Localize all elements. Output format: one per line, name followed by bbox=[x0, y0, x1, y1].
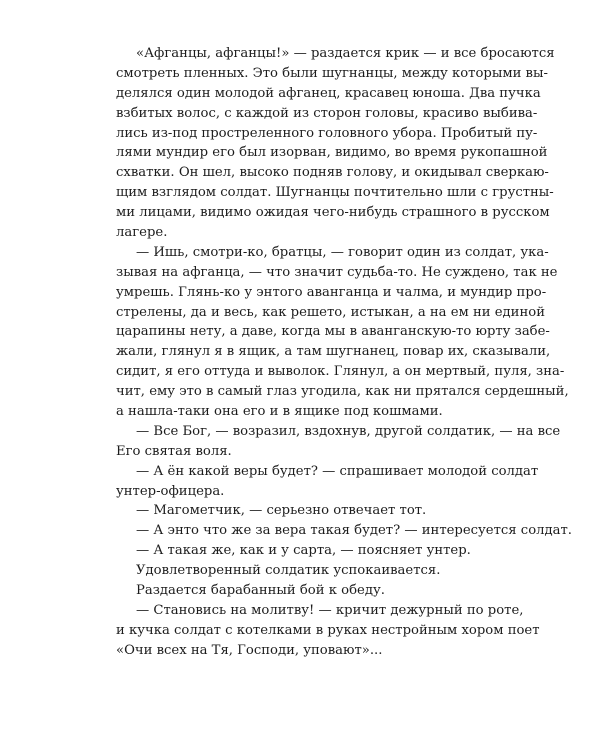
text-line: — Становись на молитву! — кричит дежурный по роте, bbox=[136, 602, 524, 618]
text-line: схватки. Он шел, высоко подняв голову, и окидывал сверкаю- bbox=[116, 165, 549, 181]
text-line: «Афганцы, афганцы!» — раздается крик — и все бросаются bbox=[136, 46, 555, 61]
text-line: щим взглядом солдат. Шугнанцы почтительно шли с грустны- bbox=[116, 185, 554, 201]
text-line: — А такая же, как и у сарта, — поясняет унтер. bbox=[136, 543, 471, 559]
text-line: зывая на афганца, — что значит судьба-то. Не суждено, так не bbox=[116, 264, 558, 280]
text-line: унтер-офицера. bbox=[116, 483, 225, 499]
text-line: стрелены, да и весь, как решето, истыкан, а на ем ни единой bbox=[116, 304, 545, 320]
text-line: лями мундир его был изорван, видимо, во время рукопашной bbox=[116, 145, 548, 161]
text-line: а нашла-таки она его и в ящике под кошмами. bbox=[116, 404, 443, 420]
body-text bbox=[116, 44, 572, 661]
text-line: лись из-под простреленного головного убора. Пробитый пу- bbox=[116, 125, 538, 141]
text-line: сидит, я его оттуда и выволок. Глянул, а он мертвый, пуля, зна- bbox=[116, 364, 565, 380]
text-line: Удовлетворенный солдатик успокаивается. bbox=[136, 563, 441, 579]
text-line: «Очи всех на Тя, Господи, уповают»... bbox=[116, 642, 383, 658]
text-line: царапины нету, а даве, когда мы в аванганскую-то юрту забе- bbox=[116, 324, 550, 340]
text-line: ми лицами, видимо ожидая чего-нибудь страшного в русском bbox=[116, 205, 550, 221]
text-line: жали, глянул я в ящик, а там шугнанец, повар их, сказывали, bbox=[116, 344, 551, 360]
text-line: — Все Бог, — возразил, вздохнув, другой солдатик, — на все bbox=[136, 423, 561, 439]
text-line: — Ишь, смотри-ко, братцы, — говорит один из солдат, ука- bbox=[136, 244, 549, 260]
text-line: чит, ему это в самый глаз угодила, как ни прятался сердешный, bbox=[116, 384, 569, 400]
text-line: лагере. bbox=[116, 225, 168, 241]
text-line: взбитых волос, с каждой из сторон головы, красиво выбива- bbox=[116, 105, 538, 121]
text-line: — А энто что же за вера такая будет? — интересуется солдат. bbox=[136, 523, 572, 539]
text-line: — Магометчик, — серьезно отвечает тот. bbox=[136, 503, 427, 519]
text-line: Его святая воля. bbox=[116, 443, 232, 459]
text-line: и кучка солдат с котелками в руках нестройным хором поет bbox=[116, 622, 540, 638]
text-line: Раздается барабанный бой к обеду. bbox=[136, 583, 385, 599]
text-line: — А ён какой веры будет? — спрашивает молодой солдат bbox=[136, 463, 539, 479]
text-line: делялся один молодой афганец, красавец юноша. Два пучка bbox=[116, 85, 541, 101]
text-line: смотреть пленных. Это были шугнанцы, между которыми вы- bbox=[116, 65, 548, 81]
text-line: умрешь. Глянь-ко у энтого аванганца и чалма, и мундир про- bbox=[116, 284, 547, 300]
